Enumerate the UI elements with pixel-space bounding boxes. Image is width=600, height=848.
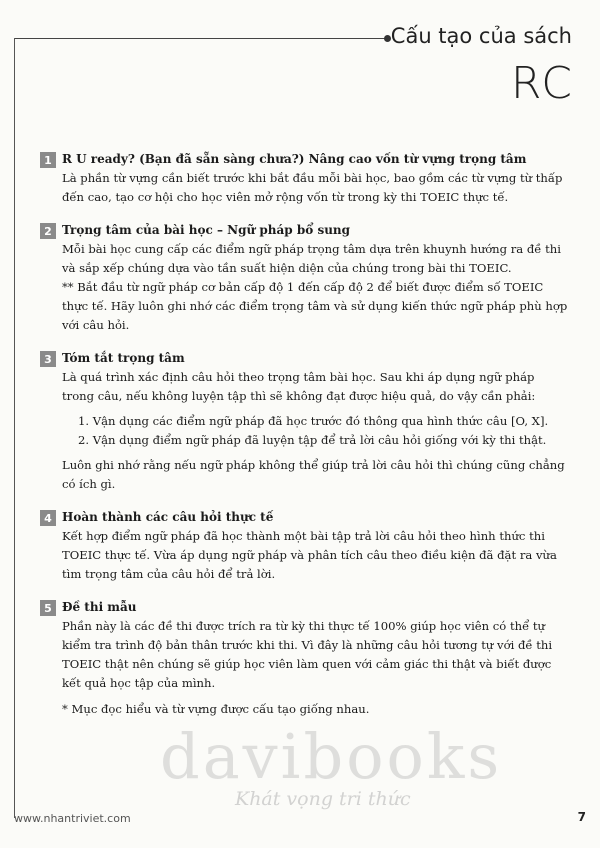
footer-url: www.nhantriviet.com	[14, 812, 131, 825]
page-number: 7	[577, 810, 586, 824]
section-number-badge: 5	[40, 600, 56, 616]
list-item: 2. Vận dụng điểm ngữ pháp đã luyện tập để trả lời câu hỏi giống với kỳ thi thật.	[78, 433, 547, 447]
section-closing: Luôn ghi nhớ rằng nếu ngữ pháp không thể giúp trả lời câu hỏi thì chúng cũng chẳng có ích gì.	[62, 458, 565, 491]
section-paragraph: Là phần từ vựng cần biết trước khi bắt đầu mỗi bài học, bao gồm các từ vựng từ thấp đến cao, tạo cơ hội cho học viên mở rộng vốn từ trong kỳ thi TOEIC thực tế.	[62, 171, 563, 204]
watermark-tagline: Khát vọng tri thức	[235, 788, 411, 810]
section-paragraph: Kết hợp điểm ngữ pháp đã học thành một bài tập trả lời câu hỏi theo hình thức thi TOEIC thực tế. Vừa áp dụng ngữ pháp và phân tích câu theo điều kiện đã đặt ra vừa tìm trọng tâm của câu hỏi để trả lời.	[62, 529, 557, 581]
section-1	[40, 150, 570, 207]
section-heading: Đề thi mẫu	[62, 600, 137, 614]
section-number-badge: 1	[40, 152, 56, 168]
section-paragraph: Mỗi bài học cung cấp các điểm ngữ pháp trọng tâm dựa trên khuynh hướng ra đề thi và sắp xếp chúng dựa vào tần suất hiện diện của chúng trong bài thi TOEIC.	[62, 242, 561, 275]
section-5	[40, 598, 570, 719]
section-number-badge: 4	[40, 510, 56, 526]
section-heading: Hoàn thành các câu hỏi thực tế	[62, 510, 274, 524]
list-item: 1. Vận dụng các điểm ngữ pháp đã học trước đó thông qua hình thức câu [O, X].	[78, 414, 549, 428]
section-2	[40, 221, 570, 335]
section-heading: Tóm tắt trọng tâm	[62, 351, 185, 365]
header-rule	[14, 38, 386, 39]
left-margin-rule	[14, 38, 15, 818]
section-4	[40, 508, 570, 584]
section-paragraph: Phần này là các đề thi được trích ra từ kỳ thi thực tế 100% giúp học viên có thể tự kiểm tra trình độ bản thân trước khi thi. Vì đây là những câu hỏi tương tự với đề thi TOEIC thật nên chúng sẽ giúp học viên làm quen với cảm giác thi thật và biết được kết quả học tập của mình.	[62, 619, 553, 690]
section-code: RC	[510, 58, 574, 109]
section-paragraph: Là quá trình xác định câu hỏi theo trọng tâm bài học. Sau khi áp dụng ngữ pháp trong câu, nếu không luyện tập thì sẽ không đạt được hiệu quả, do vậy cần phải:	[62, 370, 536, 403]
section-note: * Mục đọc hiểu và từ vựng được cấu tạo giống nhau.	[62, 702, 370, 716]
numbered-list	[62, 412, 570, 450]
section-note: ** Bắt đầu từ ngữ pháp cơ bản cấp độ 1 đến cấp độ 2 để biết được điểm số TOEIC thực tế. Hãy luôn ghi nhớ các điểm trọng tâm và sử dụng kiến thức ngữ pháp phù hợp với câu hỏi.	[62, 280, 568, 332]
section-heading: R U ready? (Bạn đã sẵn sàng chưa?) Nâng cao vốn từ vựng trọng tâm	[62, 152, 527, 166]
watermark-brand: davibooks	[160, 720, 503, 793]
section-number-badge: 2	[40, 223, 56, 239]
sections-list	[40, 150, 570, 733]
section-number-badge: 3	[40, 351, 56, 367]
section-3	[40, 349, 570, 494]
section-heading: Trọng tâm của bài học – Ngữ pháp bổ sung	[62, 223, 351, 237]
page-title: Cấu tạo của sách	[390, 24, 572, 48]
